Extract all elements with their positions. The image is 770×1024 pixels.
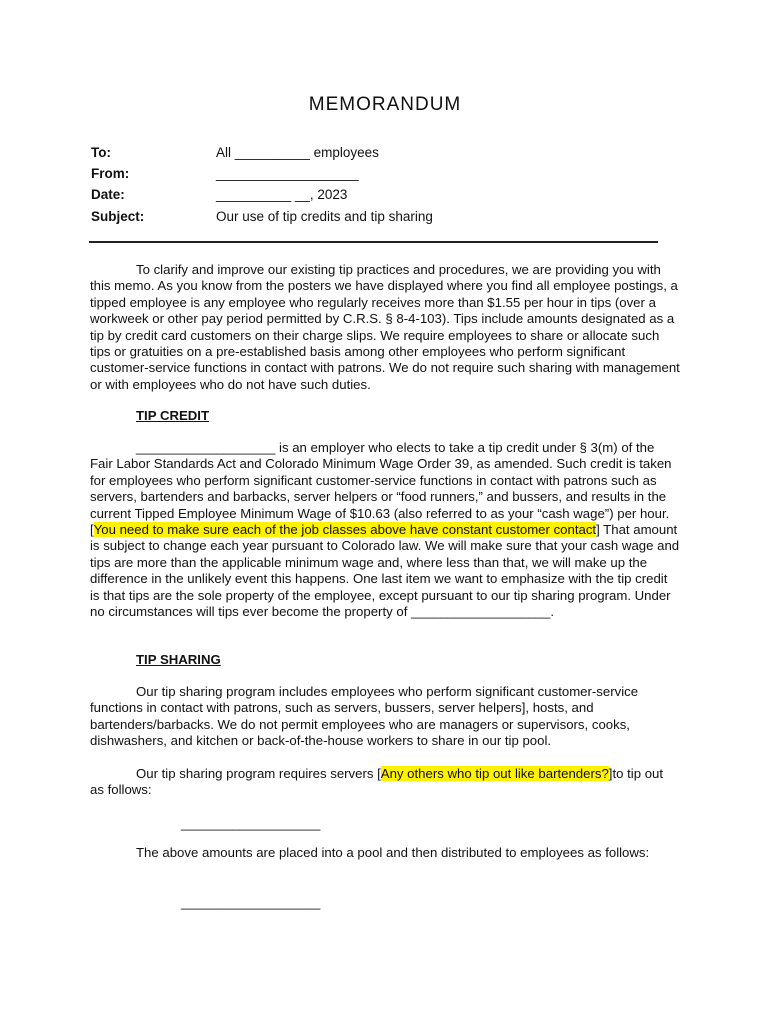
- tip-sharing-text-before: Our tip sharing program requires servers [: [136, 766, 381, 781]
- pool-distribution-text: The above amounts are placed into a pool and then distributed to employees as follows:: [136, 845, 650, 860]
- to-label: To:: [91, 145, 111, 160]
- from-label: From:: [91, 166, 130, 181]
- subject-value: Our use of tip credits and tip sharing: [216, 209, 433, 224]
- tip-credit-paragraph: [90, 440, 680, 620]
- memo-title: MEMORANDUM: [308, 94, 462, 115]
- date-label: Date:: [91, 187, 125, 202]
- tip-sharing-highlight: Any others who tip out like bartenders?: [380, 766, 609, 781]
- date-value: __________ __, 2023: [216, 187, 348, 202]
- tip-out-blank-line: ___________________: [181, 816, 321, 831]
- tip-sharing-paragraph-1: Our tip sharing program includes employees who perform significant customer-service functions in contact with patrons, such as servers, bussers, server helpers], hosts, and bartenders/barbacks. We do not permit employees who are managers or supervisors, cooks, dishwashers, and kitchen or back-of-the-house workers to share in our tip pool.: [90, 684, 639, 749]
- distribution-blank-line: ___________________: [181, 895, 321, 910]
- tip-credit-highlight: You need to make sure each of the job classes above have constant customer contact: [93, 522, 597, 538]
- tip-sharing-heading: TIP SHARING: [136, 652, 221, 667]
- tip-sharing-paragraph-2: [90, 766, 680, 799]
- tip-credit-text-after: ] That amount is subject to change each year pursuant to Colorado law. We will make sure that your cash wage and tips are more than the applicable minimum wage and, where less than that, we will make up the difference in the unlikely event this happens. One last item we want to emphasize with the tip credit is that tips are the sole property of the employee, except pursuant to our tip sharing program. Under no circumstances will tips ever become the property of ___________________.: [90, 522, 680, 620]
- tip-sharing-text-after: ]to tip out as follows:: [90, 766, 664, 798]
- subject-label: Subject:: [91, 209, 145, 224]
- from-value: ___________________: [216, 166, 359, 181]
- tip-credit-text-before: ___________________ is an employer who elects to take a tip credit under § 3(m) of the Fair Labor Standards Act and Colorado Minimum Wage Order 39, as amended. Such credit is taken for employees who perform significant customer-service functions in contact with patrons such as servers, bartenders and barbacks, server helpers or “food runners,” and bussers, and results in the current Tipped Employee Minimum Wage of $10.63 (also referred to as your “cash wage”) per hour. [: [90, 440, 672, 538]
- header-divider: [89, 241, 658, 243]
- intro-paragraph: To clarify and improve our existing tip practices and procedures, we are providing you with this memo. As you know from the posters we have displayed where you find all employee postings, a tipped employee is any employee who regularly receives more than $1.55 per hour in tips (over a workweek or other pay period permitted by C.R.S. § 8-4-103). Tips include amounts designated as a tip by credit card customers on their charge slips. We require employees to share or allocate such tips or gratuities on a pre-established basis among other employees who perform significant customer-service functions in contact with patrons. We do not require such sharing with management or with employees who do not have such duties.: [90, 262, 680, 392]
- tip-credit-heading: TIP CREDIT: [136, 408, 210, 423]
- to-value: All __________ employees: [216, 145, 379, 160]
